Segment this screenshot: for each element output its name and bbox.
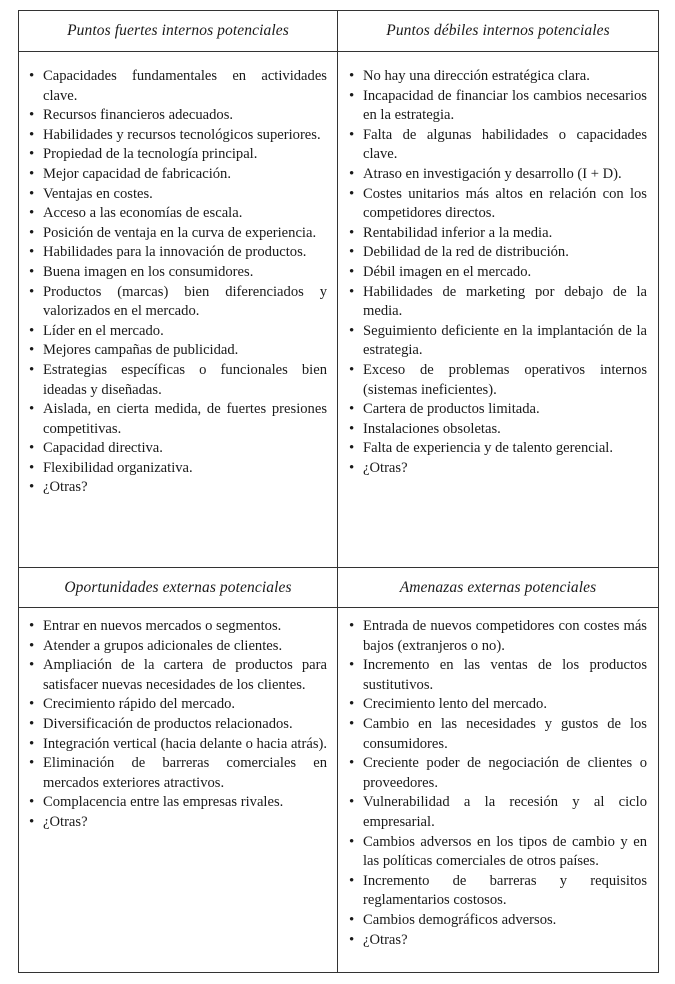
list-item: • Entrada de nuevos competidores con costes más bajos (extranjeros o no). [347, 617, 647, 656]
list-item: • No hay una dirección estratégica clara. [347, 67, 647, 87]
list-item: • Instalaciones obsoletas. [347, 420, 647, 440]
list-item: • Integración vertical (hacia delante o hacia atrás). [27, 735, 327, 755]
list-item: • Crecimiento lento del mercado. [347, 695, 647, 715]
weaknesses-list [347, 67, 647, 478]
list-item: • Habilidades para la innovación de productos. [27, 243, 327, 263]
list-item: • Eliminación de barreras comerciales en mercados exteriores atractivos. [27, 754, 327, 793]
list-item: • Seguimiento deficiente en la implantación de la estrategia. [347, 322, 647, 361]
list-item: • Mejores campañas de publicidad. [27, 341, 327, 361]
list-item: • Diversificación de productos relacionados. [27, 715, 327, 735]
weaknesses-heading: Puntos débiles internos potenciales [386, 22, 610, 39]
list-item: • Exceso de problemas operativos internos (sistemas ineficientes). [347, 361, 647, 400]
list-item: • ¿Otras? [27, 478, 327, 498]
list-item: • Cambios demográficos adversos. [347, 911, 647, 931]
list-item: • Capacidades fundamentales en actividades clave. [27, 67, 327, 106]
list-item: • Incapacidad de financiar los cambios necesarios en la estrategia. [347, 87, 647, 126]
list-item: • Acceso a las economías de escala. [27, 204, 327, 224]
threats-cell [347, 617, 647, 950]
opportunities-list [27, 617, 327, 833]
list-item: • Líder en el mercado. [27, 322, 327, 342]
strengths-list [27, 67, 327, 498]
list-item: • Incremento de barreras y requisitos reglamentarios costosos. [347, 872, 647, 911]
list-item: • Estrategias específicas o funcionales bien ideadas y diseñadas. [27, 361, 327, 400]
column-divider [337, 11, 338, 972]
list-item: • Ventajas en costes. [27, 185, 327, 205]
list-item: • Vulnerabilidad a la recesión y al ciclo empresarial. [347, 793, 647, 832]
list-item: • Creciente poder de negociación de clientes o proveedores. [347, 754, 647, 793]
opportunities-cell [27, 617, 327, 833]
list-item: • Complacencia entre las empresas rivales. [27, 793, 327, 813]
strengths-heading: Puntos fuertes internos potenciales [67, 22, 289, 39]
list-item: • Falta de algunas habilidades o capacidades clave. [347, 126, 647, 165]
list-item: • Aislada, en cierta medida, de fuertes presiones competitivas. [27, 400, 327, 439]
list-item: • Costes unitarios más altos en relación con los competidores directos. [347, 185, 647, 224]
list-item: • Mejor capacidad de fabricación. [27, 165, 327, 185]
list-item: • Debilidad de la red de distribución. [347, 243, 647, 263]
list-item: • Cartera de productos limitada. [347, 400, 647, 420]
list-item: • Habilidades de marketing por debajo de la media. [347, 283, 647, 322]
list-item: • Cambio en las necesidades y gustos de los consumidores. [347, 715, 647, 754]
list-item: • Falta de experiencia y de talento gerencial. [347, 439, 647, 459]
list-item: • ¿Otras? [347, 931, 647, 951]
strengths-cell [27, 67, 327, 498]
opportunities-heading: Oportunidades externas potenciales [64, 579, 292, 596]
list-item: • Posición de ventaja en la curva de experiencia. [27, 224, 327, 244]
list-item: • Ampliación de la cartera de productos para satisfacer nuevas necesidades de los clientes. [27, 656, 327, 695]
weaknesses-cell [347, 67, 647, 478]
list-item: • Crecimiento rápido del mercado. [27, 695, 327, 715]
list-item: • Propiedad de la tecnología principal. [27, 145, 327, 165]
list-item: • Entrar en nuevos mercados o segmentos. [27, 617, 327, 637]
threats-heading: Amenazas externas potenciales [399, 579, 597, 596]
list-item: • Atender a grupos adicionales de clientes. [27, 637, 327, 657]
list-item: • Incremento en las ventas de los productos sustitutivos. [347, 656, 647, 695]
list-item: • Buena imagen en los consumidores. [27, 263, 327, 283]
list-item: • Rentabilidad inferior a la media. [347, 224, 647, 244]
header-divider-top [19, 51, 658, 52]
list-item: • Capacidad directiva. [27, 439, 327, 459]
list-item: • Recursos financieros adecuados. [27, 106, 327, 126]
list-item: • Débil imagen en el mercado. [347, 263, 647, 283]
list-item: • Atraso en investigación y desarrollo (I + D). [347, 165, 647, 185]
list-item: • Cambios adversos en los tipos de cambio y en las políticas comerciales de otros países. [347, 833, 647, 872]
list-item: • Habilidades y recursos tecnológicos superiores. [27, 126, 327, 146]
list-item: • ¿Otras? [347, 459, 647, 479]
threats-list [347, 617, 647, 950]
list-item: • Flexibilidad organizativa. [27, 459, 327, 479]
swot-table [18, 10, 659, 973]
list-item: • ¿Otras? [27, 813, 327, 833]
list-item: • Productos (marcas) bien diferenciados y valorizados en el mercado. [27, 283, 327, 322]
